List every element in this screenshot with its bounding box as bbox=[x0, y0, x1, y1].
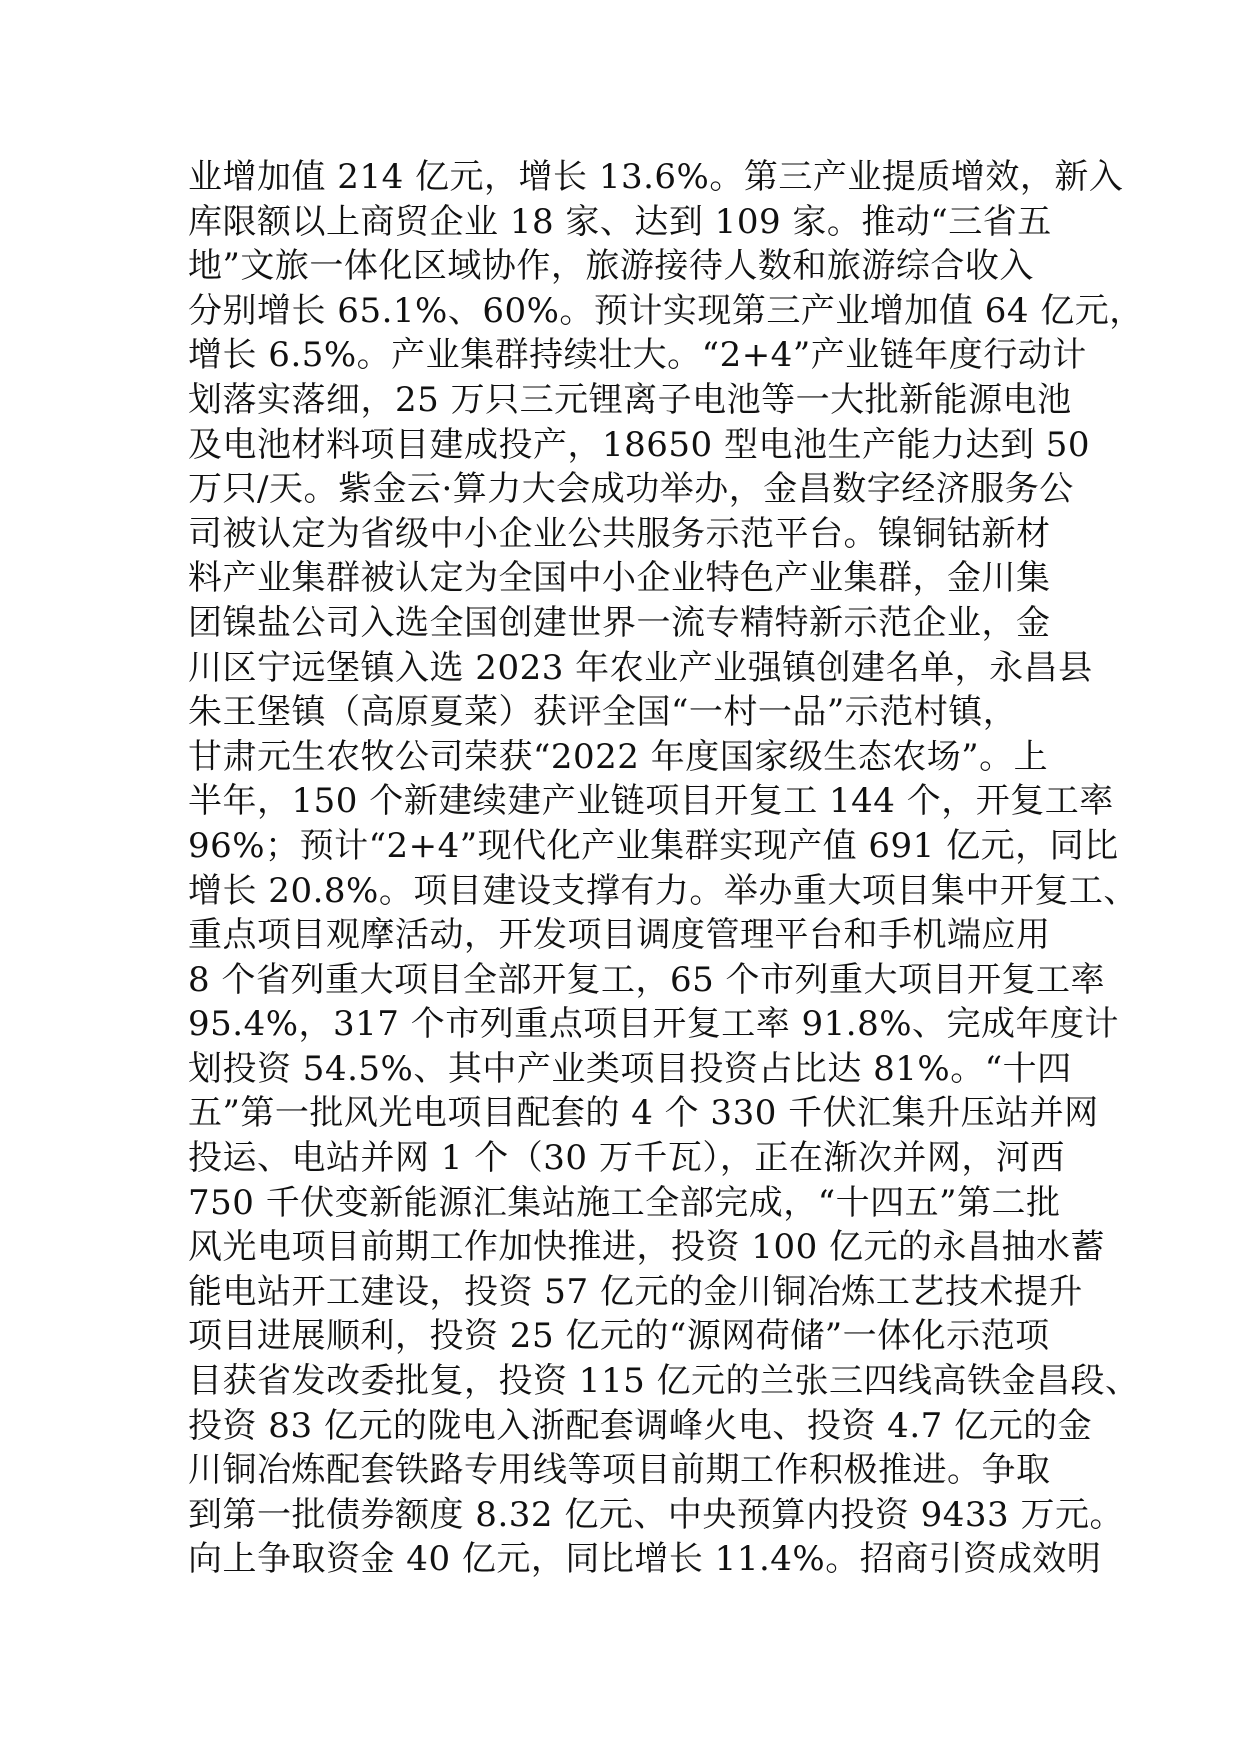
text-line: 半年，150 个新建续建产业链项目开复工 144 个，开复工率 bbox=[188, 781, 1114, 822]
text-line: 万只/天。紫金云·算力大会成功举办，金昌数字经济服务公 bbox=[188, 469, 1074, 510]
text-line: 增长 20.8%。项目建设支撑有力。举办重大项目集中开复工、 bbox=[188, 870, 1138, 911]
text-line: 96%；预计“2+4”现代化产业集群实现产值 691 亿元，同比 bbox=[188, 825, 1119, 866]
text-line: 750 千伏变新能源汇集站施工全部完成，“十四五”第二批 bbox=[188, 1182, 1061, 1223]
text-line: 川铜冶炼配套铁路专用线等项目前期工作积极推进。争取 bbox=[188, 1450, 1051, 1491]
text-line: 目获省发改委批复，投资 115 亿元的兰张三四线高铁金昌段、 bbox=[188, 1361, 1140, 1402]
text-line: 到第一批债券额度 8.32 亿元、中央预算内投资 9433 万元。 bbox=[188, 1494, 1124, 1535]
text-line: 风光电项目前期工作加快推进，投资 100 亿元的永昌抽水蓄 bbox=[188, 1227, 1106, 1268]
text-line: 向上争取资金 40 亿元，同比增长 11.4%。招商引资成效明 bbox=[188, 1539, 1102, 1580]
text-line: 划投资 54.5%、其中产业类项目投资占比达 81%。“十四 bbox=[188, 1048, 1072, 1089]
text-line: 投资 83 亿元的陇电入浙配套调峰火电、投资 4.7 亿元的金 bbox=[188, 1405, 1093, 1446]
text-line: 投运、电站并网 1 个（30 万千瓦），正在渐次并网，河西 bbox=[188, 1138, 1065, 1179]
text-line: 库限额以上商贸企业 18 家、达到 109 家。推动“三省五 bbox=[188, 201, 1052, 242]
text-line: 重点项目观摩活动，开发项目调度管理平台和手机端应用 bbox=[188, 915, 1051, 956]
text-line: 川区宁远堡镇入选 2023 年农业产业强镇创建名单，永昌县 bbox=[188, 647, 1093, 688]
text-line: 甘肃元生农牧公司荣获“2022 年度国家级生态农场”。上 bbox=[188, 736, 1049, 777]
text-line: 五”第一批风光电项目配套的 4 个 330 千伏汇集升压站并网 bbox=[188, 1093, 1099, 1134]
body-text bbox=[188, 155, 1144, 1582]
text-line: 业增加值 214 亿元，增长 13.6%。第三产业提质增效，新入 bbox=[188, 157, 1124, 197]
text-line: 地”文旅一体化区域协作，旅游接待人数和旅游综合收入 bbox=[188, 246, 1034, 287]
text-line: 及电池材料项目建成投产，18650 型电池生产能力达到 50 bbox=[188, 424, 1091, 465]
text-line: 团镍盐公司入选全国创建世界一流专精特新示范企业，金 bbox=[188, 602, 1051, 643]
text-line: 增长 6.5%。产业集群持续壮大。“2+4”产业链年度行动计 bbox=[188, 335, 1087, 376]
text-line: 料产业集群被认定为全国中小企业特色产业集群，金川集 bbox=[188, 558, 1051, 599]
text-line: 8 个省列重大项目全部开复工，65 个市列重大项目开复工率 bbox=[188, 959, 1106, 1000]
text-line: 项目进展顺利，投资 25 亿元的“源网荷储”一体化示范项 bbox=[188, 1316, 1050, 1357]
text-line: 分别增长 65.1%、60%。预计实现第三产业增加值 64 亿元， bbox=[188, 290, 1144, 331]
text-line: 能电站开工建设，投资 57 亿元的金川铜冶炼工艺技术提升 bbox=[188, 1271, 1083, 1312]
text-line: 划落实落细，25 万只三元锂离子电池等一大批新能源电池 bbox=[188, 379, 1072, 420]
text-line: 司被认定为省级中小企业公共服务示范平台。镍铜钴新材 bbox=[188, 513, 1051, 554]
text-line: 朱王堡镇（高原夏菜）获评全国“一村一品”示范村镇， bbox=[188, 692, 1018, 733]
text-line: 95.4%，317 个市列重点项目开复工率 91.8%、完成年度计 bbox=[188, 1004, 1120, 1045]
